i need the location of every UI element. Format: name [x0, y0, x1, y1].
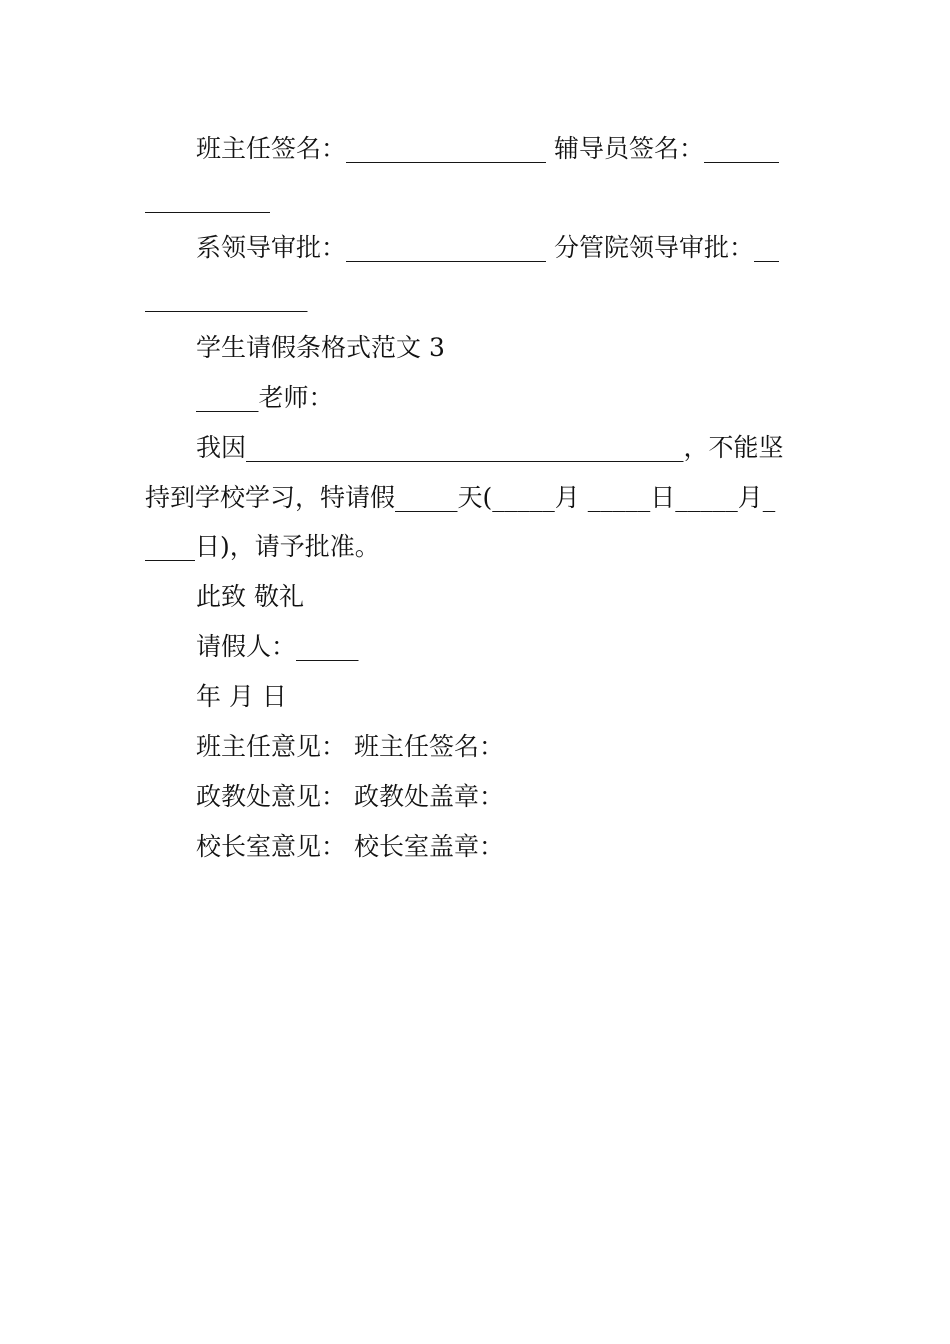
letter-body-line-2: 持到学校学习，特请假_____天(_____月 _____日_____月_: [145, 483, 776, 512]
homeroom-opinion-line: 班主任意见： 班主任签名：: [196, 732, 504, 761]
date-line: 年 月 日: [196, 682, 287, 711]
approval-line-continuation: _____________: [145, 283, 308, 312]
letter-salutation: _____老师：: [196, 383, 334, 412]
applicant-line: 请假人：_____: [196, 632, 359, 661]
signature-line-continuation: __________: [145, 184, 270, 213]
signature-line-homeroom-counselor: 班主任签名：________________ 辅导员签名：______: [196, 134, 779, 163]
letter-closing: 此致 敬礼: [196, 582, 304, 611]
principal-office-opinion-line: 校长室意见： 校长室盖章：: [196, 832, 504, 861]
political-office-opinion-line: 政教处意见： 政教处盖章：: [196, 782, 504, 811]
letter-body-line-1: 我因___________________________________，不能坚: [196, 433, 784, 462]
approval-line-department-college: 系领导审批：________________ 分管院领导审批：__: [196, 233, 779, 262]
letter-body-line-3: ____日)，请予批准。: [145, 532, 380, 561]
section-heading: 学生请假条格式范文 3: [196, 333, 445, 362]
